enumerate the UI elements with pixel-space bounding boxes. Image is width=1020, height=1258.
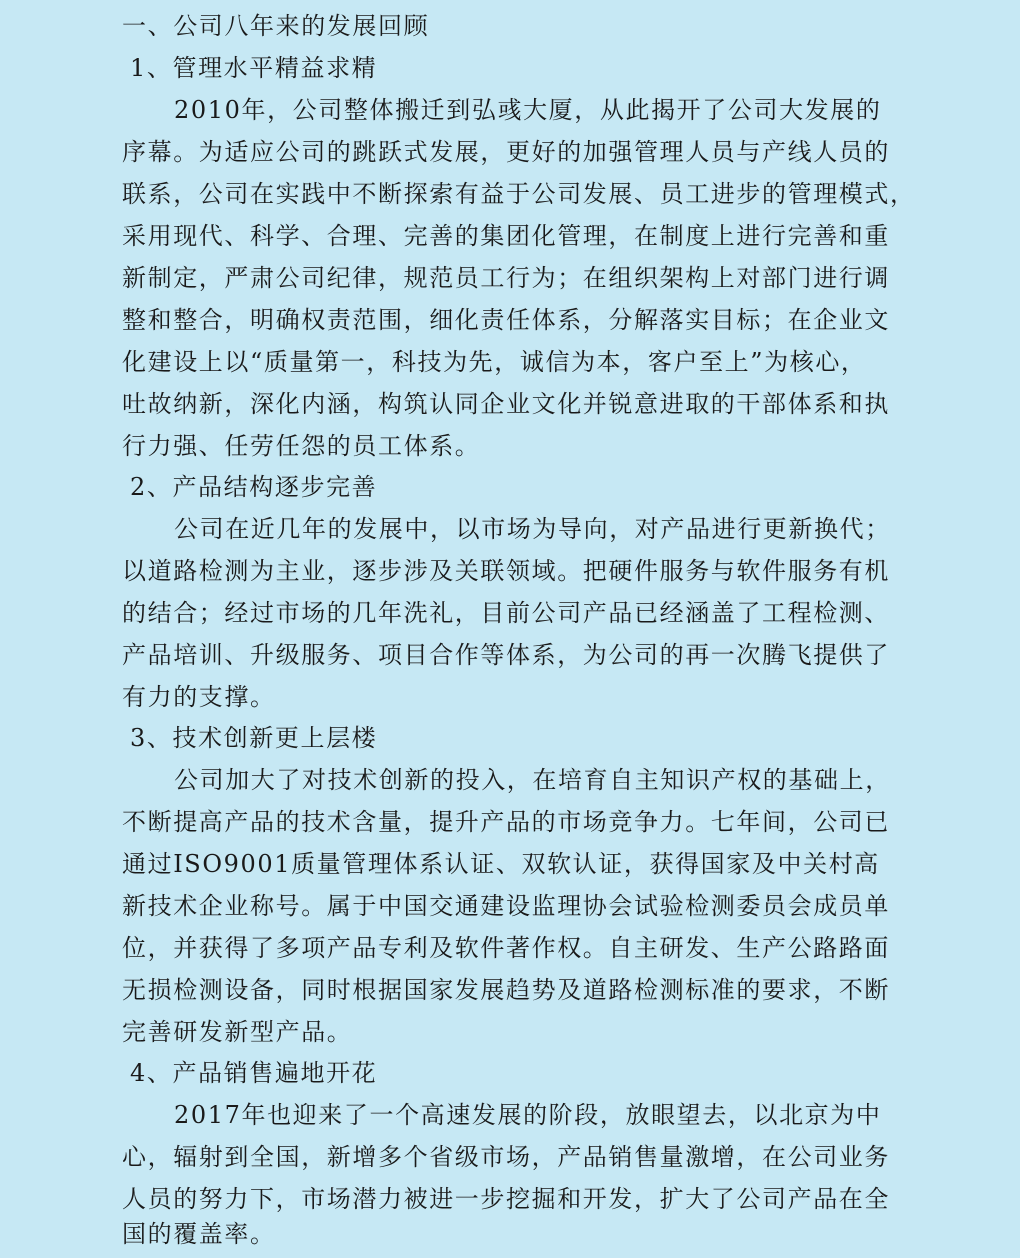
section-3-heading: 3、技术创新更上层楼 — [130, 724, 378, 752]
paragraph-line: 采用现代、科学、合理、完善的集团化管理，在制度上进行完善和重 — [122, 222, 890, 250]
section-4-heading: 4、产品销售遍地开花 — [130, 1059, 378, 1087]
paragraph-line: 吐故纳新，深化内涵，构筑认同企业文化并锐意进取的干部体系和执 — [122, 390, 890, 418]
paragraph-line: 有力的支撑。 — [122, 683, 276, 711]
paragraph-line: 序幕。为适应公司的跳跃式发展，更好的加强管理人员与产线人员的 — [122, 138, 890, 166]
paragraph-line: 不断提高产品的技术含量，提升产品的市场竞争力。七年间，公司已 — [122, 808, 890, 836]
paragraph-line: 国的覆盖率。 — [122, 1220, 276, 1248]
paragraph-line: 新制定，严肃公司纪律，规范员工行为；在组织架构上对部门进行调 — [122, 264, 890, 292]
paragraph-line: 以道路检测为主业，逐步涉及关联领域。把硬件服务与软件服务有机 — [122, 557, 890, 585]
main-heading: 一、公司八年来的发展回顾 — [122, 12, 430, 40]
paragraph-line: 联系，公司在实践中不断探索有益于公司发展、员工进步的管理模式， — [122, 180, 916, 208]
paragraph-line: 位，并获得了多项产品专利及软件著作权。自主研发、生产公路路面 — [122, 934, 890, 962]
paragraph-line: 化建设上以“质量第一，科技为先，诚信为本，客户至上”为核心， — [122, 348, 867, 376]
paragraph-line: 通过ISO9001质量管理体系认证、双软认证，获得国家及中关村高 — [122, 850, 880, 878]
paragraph-line: 人员的努力下，市场潜力被进一步挖掘和开发，扩大了公司产品在全 — [122, 1185, 890, 1213]
paragraph-line: 新技术企业称号。属于中国交通建设监理协会试验检测委员会成员单 — [122, 892, 890, 920]
paragraph-line: 整和整合，明确权责范围，细化责任体系，分解落实目标；在企业文 — [122, 306, 890, 334]
paragraph-line: 心，辐射到全国，新增多个省级市场，产品销售量激增，在公司业务 — [122, 1143, 890, 1171]
paragraph-line: 的结合；经过市场的几年洗礼，目前公司产品已经涵盖了工程检测、 — [122, 599, 890, 627]
paragraph-line: 2017年也迎来了一个高速发展的阶段，放眼望去，以北京为中 — [174, 1101, 882, 1129]
paragraph-line: 公司在近几年的发展中，以市场为导向，对产品进行更新换代； — [174, 515, 891, 543]
paragraph-line: 产品培训、升级服务、项目合作等体系，为公司的再一次腾飞提供了 — [122, 641, 890, 669]
paragraph-line: 无损检测设备，同时根据国家发展趋势及道路检测标准的要求，不断 — [122, 976, 890, 1004]
paragraph-line: 行力强、任劳任怨的员工体系。 — [122, 432, 481, 460]
paragraph-line: 2010年，公司整体搬迁到弘彧大厦，从此揭开了公司大发展的 — [174, 96, 882, 124]
paragraph-line: 完善研发新型产品。 — [122, 1018, 353, 1046]
section-2-heading: 2、产品结构逐步完善 — [130, 473, 378, 501]
section-1-heading: 1、管理水平精益求精 — [130, 54, 378, 82]
paragraph-line: 公司加大了对技术创新的投入，在培育自主知识产权的基础上， — [174, 766, 891, 794]
